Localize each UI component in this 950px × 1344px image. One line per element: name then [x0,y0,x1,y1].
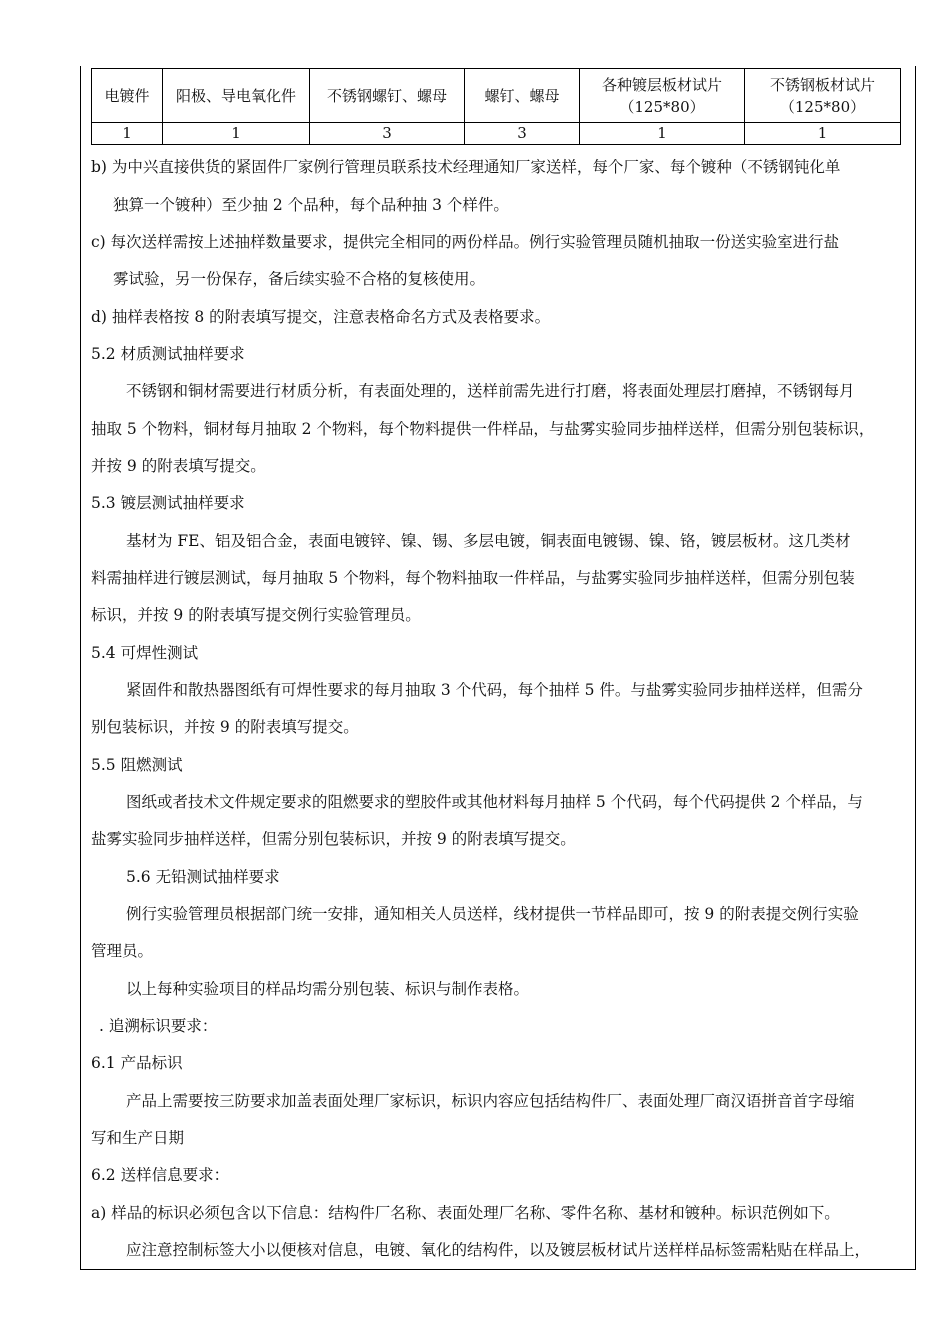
text-line: 雾试验，另一份保存，备后续实验不合格的复核使用。 [113,270,486,288]
table-cell: 3 [310,123,465,145]
section-heading: . 追溯标识要求： [99,1017,218,1035]
table-cell: 3 [465,123,580,145]
text-line: 独算一个镀种）至少抽 2 个品种，每个品种抽 3 个样件。 [113,196,509,214]
section-heading: 5.3 镀层测试抽样要求 [91,494,245,512]
text-line: 管理员。 [91,942,154,960]
table-cell: 不锈钢螺钉、螺母 [310,69,465,123]
text-line: a) 样品的标识必须包含以下信息：结构件厂名称、表面处理厂名称、零件名称、基材和镀种。标识范例如下。 [91,1204,840,1222]
table-cell: 1 [163,123,310,145]
table-cell: 电镀件 [92,69,163,123]
text-line: 别包装标识，并按 9 的附表填写提交。 [91,718,359,736]
text-line: c) 每次送样需按上述抽样数量要求，提供完全相同的两份样品。例行实验管理员随机抽取一份送实验室进行盐 [91,233,840,251]
text-line: 例行实验管理员根据部门统一安排，通知相关人员送样，线材提供一节样品即可，按 9 的附表提交例行实验 [126,905,859,923]
text-line: 图纸或者技术文件规定要求的阻燃要求的塑胶件或其他材料每月抽样 5 个代码，每个代码提供 2 个样品，与 [126,793,863,811]
table-header-row [92,69,901,123]
table-cell: 1 [92,123,163,145]
section-heading: 5.5 阻燃测试 [91,756,183,774]
text-line: 写和生产日期 [91,1129,185,1147]
text-line: 产品上需要按三防要求加盖表面处理厂家标识，标识内容应包括结构件厂、表面处理厂商汉语拼音首字母缩 [126,1092,855,1110]
table-cell: 各种镀层板材试片 （125*80） [580,69,745,123]
text-line: b) 为中兴直接供货的紧固件厂家例行管理员联系技术经理通知厂家送样，每个厂家、每个镀种（不锈钢钝化单 [91,158,841,176]
table-cell: 螺钉、螺母 [465,69,580,123]
text-line: 紧固件和散热器图纸有可焊性要求的每月抽取 3 个代码，每个抽样 5 件。与盐雾实验同步抽样送样，但需分 [126,681,863,699]
section-heading: 5.6 无铅测试抽样要求 [126,868,280,886]
table-cell: 不锈钢板材试片 （125*80） [745,69,901,123]
text-line: 抽取 5 个物料，铜材每月抽取 2 个物料，每个物料提供一件样品，与盐雾实验同步抽样送样，但需分别包装标识， [91,420,875,438]
text-line: 以上每种实验项目的样品均需分别包装、标识与制作表格。 [126,980,530,998]
text-line: 应注意控制标签大小以便核对信息，电镀、氧化的结构件，以及镀层板材试片送样样品标签需粘贴在样品上， [126,1241,871,1259]
text-line: 并按 9 的附表填写提交。 [91,457,266,475]
section-heading: 5.4 可焊性测试 [91,644,199,662]
section-heading: 6.1 产品标识 [91,1054,183,1072]
table-cell: 1 [745,123,901,145]
text-line: 基材为 FE、铝及铝合金，表面电镀锌、镍、锡、多层电镀，铜表面电镀锡、镍、铬，镀层板材。这几类材 [126,532,851,550]
text-line: d) 抽样表格按 8 的附表填写提交，注意表格命名方式及表格要求。 [91,308,551,326]
text-line: 标识，并按 9 的附表填写提交例行实验管理员。 [91,606,421,624]
text-line: 盐雾实验同步抽样送样，但需分别包装标识，并按 9 的附表填写提交。 [91,830,576,848]
sample-quantity-table [91,68,901,145]
table-row [92,123,901,145]
text-line: 料需抽样进行镀层测试，每月抽取 5 个物料，每个物料抽取一件样品，与盐雾实验同步抽样送样，但需分别包装 [91,569,855,587]
table-cell: 1 [580,123,745,145]
section-heading: 6.2 送样信息要求： [91,1166,230,1184]
text-line: 不锈钢和铜材需要进行材质分析，有表面处理的，送样前需先进行打磨，将表面处理层打磨掉，不锈钢每月 [126,382,855,400]
table-cell: 阳极、导电氧化件 [163,69,310,123]
section-heading: 5.2 材质测试抽样要求 [91,345,245,363]
